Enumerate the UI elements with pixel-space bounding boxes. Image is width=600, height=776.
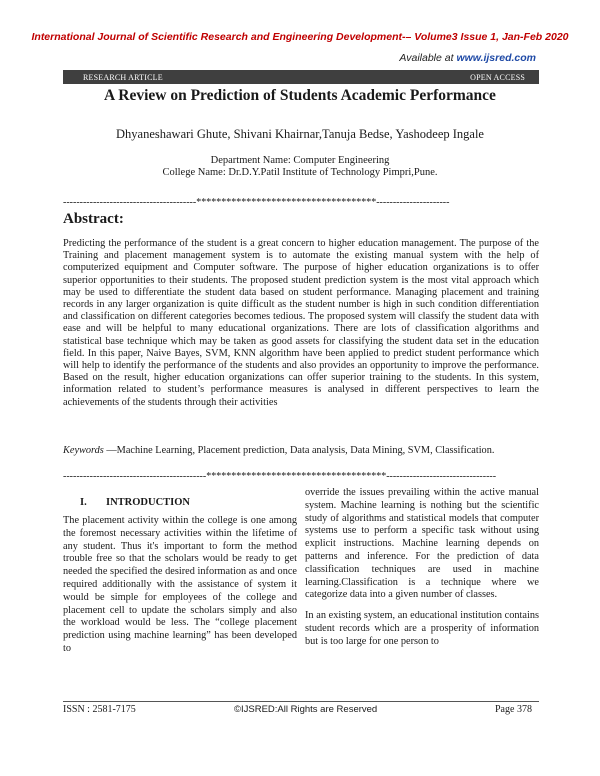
right-paragraph-2: In an existing system, an educational institution contains student records which are a prosperity of information but is too large for one person to [305, 610, 539, 647]
separator-bottom: -------------------------------------------************************************--------------------------------- [63, 471, 497, 482]
right-paragraph-1: override the issues prevailing within the active manual system. Machine learning is nothing but the scientific study of algorithms and statistical models that computer systems use to perform a specific task without using explicit instructions. Machine learning depends on patterns and inference. For the prediction of data classification techniques are used in machine learning.Classification is a technique where we categorize data into a given number of classes. [305, 487, 539, 601]
separator-top: ----------------------------------------************************************---------------------- [63, 197, 450, 208]
affiliation [0, 155, 600, 179]
journal-url-link[interactable]: www.ijsred.com [456, 52, 536, 64]
left-column [63, 515, 297, 664]
footer-page-number: Page 378 [495, 704, 532, 715]
abstract-heading: Abstract: [63, 211, 124, 227]
section-title: INTRODUCTION [106, 497, 191, 508]
author-list: Dhyaneshawari Ghute, Shivani Khairnar,Tanuja Bedse, Yashodeep Ingale [116, 127, 484, 141]
available-prefix: Available at [399, 52, 457, 64]
department-name: Department Name: Computer Engineering [210, 155, 390, 166]
access-label: OPEN ACCESS [470, 72, 525, 82]
abstract-text: Predicting the performance of the student is a great concern to higher education management. The purpose of the Training and placement management system is to automate the existing manual system with the help of computerized equipment and Computer software. The purpose of higher education organizations is to offer superior opportunities to their students. The proposed student prediction system is the most vital approach which may be used to differentiate the student data based on student performance. Managing placement and training records in any larger organization is quite difficult as the student number is high in such condition differentiation and classification on different categories becomes tedious. The proposed system will classify the student data with ease and will be helpful to many educational organizations. There are lots of classification algorithms and statistical base technique which may be taken as good assets for classifying the student data set in the education field. In this paper, Naive Bayes, SVM, KNN algorithm have been applied to predict student performance which will help to identify the performance of the students and also provides an opportunity to improve the performance. Based on the result, higher education organizations can offer superior training to the students. In this system, information related to student’s performance measures is analysed in different perspectives to learn the achievements of the students through their activities [63, 238, 539, 408]
availability-line [399, 52, 536, 64]
right-column [305, 487, 539, 657]
article-type-bar [63, 70, 539, 84]
journal-header: International Journal of Scientific Research and Engineering Development-– Volume3 Issue 1, Jan-Feb 2020 [31, 31, 569, 43]
keywords [63, 445, 539, 457]
footer-copyright: ©IJSRED:All Rights are Reserved [234, 704, 378, 715]
footer-issn: ISSN : 2581-7175 [63, 704, 136, 715]
keywords-label: Keywords [63, 445, 104, 456]
article-type: RESEARCH ARTICLE [83, 72, 163, 82]
left-paragraph-1: The placement activity within the college is one among the foremost necessary activities within the lifetime of any student. Thus it's important to form the method trouble free so that the scholars would be ready to get needed the specified the desired information as and once required additionally with the assistance of system it would be simple for employees of the college and placement cell to update the scholars simply and also the workload would be less. The “college placement prediction using machine learning” has been developed to [63, 515, 297, 654]
college-name: College Name: Dr.D.Y.Patil Institute of Technology Pimpri,Pune. [162, 167, 438, 178]
footer-rule [63, 701, 539, 702]
keywords-text: —Machine Learning, Placement prediction, Data analysis, Data Mining, SVM, Classification. [103, 445, 495, 456]
section-number: I. [80, 497, 87, 508]
paper-title: A Review on Prediction of Students Academic Performance [104, 87, 496, 104]
section-heading-introduction [80, 497, 190, 508]
